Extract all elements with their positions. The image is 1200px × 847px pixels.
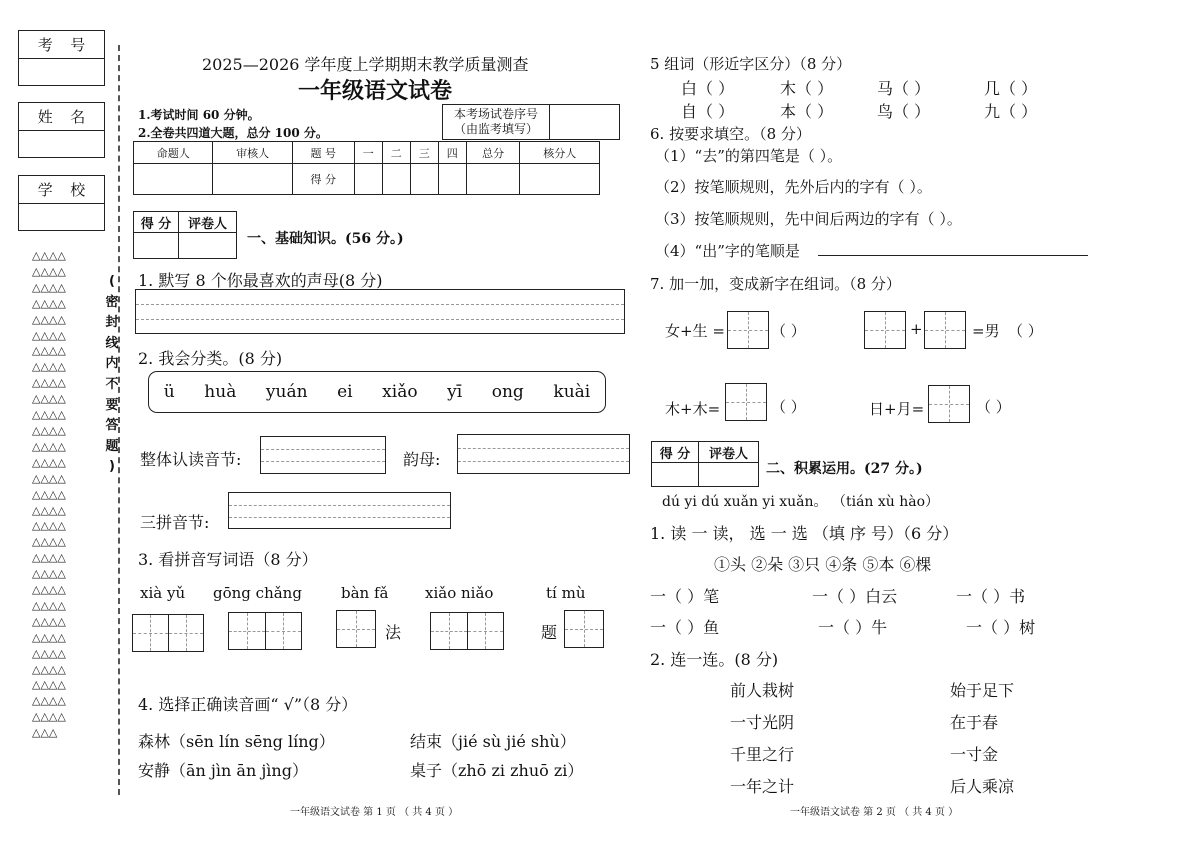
match-left-3[interactable]: 千里之行 — [730, 745, 795, 764]
q7-title: 7. 加一加，变成新字在组词。（8 分） — [650, 275, 901, 293]
q7-eq3-left: 木+木= — [665, 400, 721, 418]
s2-q1-r2-3[interactable]: 一（ ）树 — [966, 618, 1036, 637]
q6-stroke-order-blank[interactable] — [818, 255, 1088, 256]
q5-row1-2[interactable]: 木（ ） — [780, 79, 834, 98]
q7-eq1-left: 女+生 = — [665, 322, 725, 340]
q3-pinyin-3: bàn fǎ — [341, 584, 389, 602]
footer-page-2: 一年级语文试卷 第 2 页 （ 共 4 页 ） — [790, 807, 959, 818]
q2-final-input[interactable] — [457, 434, 630, 474]
q3-grid-4[interactable] — [430, 612, 504, 650]
s2-q1-pinyin: dú yi dú xuǎn yi xuǎn。 （tián xù hào） — [662, 494, 940, 510]
exam-number-field: 考 号 — [18, 30, 105, 86]
name-input[interactable] — [18, 130, 105, 158]
q5-row2-2[interactable]: 本（ ） — [780, 102, 834, 121]
q3-char-ti: 题 — [541, 623, 558, 642]
match-right-1[interactable]: 始于足下 — [950, 681, 1015, 700]
q6-line-1[interactable]: （1）“去”的第四笔是（ ）。 — [655, 147, 843, 165]
triangle-pattern: △△△△ △△△△ △△△△ △△△△ △△△△ △△△△ △△△△ △△△△ △△△△ △△△△ △△△△ △△△△ △△△△ △△△△ △△△△ △△△△ △△△△ △△△△ △△△△ △△△△ △△△△ △△△△ △△△△ △△△△ △△△△ △△△△ △△△△ △△△△ △△△△ △△△△ △△△ — [32, 249, 66, 740]
q6-line-3[interactable]: （3）按笔顺规则，先中间后两边的字有（ ）。 — [655, 210, 962, 228]
section2-score-box: 得 分 评卷人 — [651, 441, 759, 487]
q1-title: 1. 默写 8 个你最喜欢的声母(8 分) — [138, 271, 383, 290]
q7-grid-4[interactable] — [725, 383, 767, 421]
q2-pinyin-box: ü huà yuán ei xiǎo yī ong kuài — [148, 371, 606, 413]
q3-pinyin-5: tí mù — [546, 584, 586, 602]
s2-q1-options: ①头 ②朵 ③只 ④条 ⑤本 ⑥棵 — [714, 555, 932, 574]
q5-row1-1[interactable]: 白（ ） — [681, 79, 735, 98]
s2-q1-r2-1[interactable]: 一（ ）鱼 — [650, 618, 720, 637]
seal-dashed-line — [118, 45, 120, 795]
q4-title: 4. 选择正确读音画“ √”（8 分） — [138, 695, 358, 714]
rule-time: 1.考试时间 60 分钟。 — [138, 108, 260, 122]
q2-final-label: 韵母: — [403, 450, 441, 469]
q3-grid-5[interactable] — [564, 610, 604, 648]
match-left-2[interactable]: 一寸光阴 — [730, 713, 795, 732]
q4-row2-a[interactable]: 安静（ān jìn ān jìng） — [138, 761, 308, 780]
q3-pinyin-4: xiǎo niǎo — [425, 584, 494, 602]
q2-whole-input[interactable] — [260, 436, 386, 474]
q7-paren-2[interactable]: （ ） — [1008, 322, 1043, 340]
match-left-1[interactable]: 前人栽树 — [730, 681, 795, 700]
q3-grid-3[interactable] — [336, 610, 376, 648]
s2-q1-r1-3[interactable]: 一（ ）书 — [956, 587, 1026, 606]
q3-char-fa: 法 — [385, 623, 402, 642]
section2-title: 二、积累运用。(27 分。) — [766, 461, 923, 477]
q5-row2-1[interactable]: 自（ ） — [681, 102, 735, 121]
q7-paren-4[interactable]: （ ） — [976, 398, 1011, 416]
s2-q1-r2-2[interactable]: 一（ ）牛 — [818, 618, 888, 637]
q7-grid-3[interactable] — [924, 311, 966, 349]
q5-row2-3[interactable]: 鸟（ ） — [877, 102, 931, 121]
q3-pinyin-2: gōng chǎng — [213, 584, 302, 602]
q7-grid-5[interactable] — [928, 385, 970, 423]
rule-total: 2.全卷共四道大题，总分 100 分。 — [138, 126, 328, 140]
q5-row1-4[interactable]: 几（ ） — [984, 79, 1038, 98]
q3-grid-1[interactable] — [132, 614, 204, 652]
q7-grid-2[interactable] — [864, 311, 906, 349]
serial-number-box: 本考场试卷序号 （由监考填写） — [442, 104, 620, 140]
s2-q1-r1-2[interactable]: 一（ ）白云 — [812, 587, 898, 606]
section1-score-box: 得 分 评卷人 — [133, 211, 237, 259]
s2-q2-title: 2. 连一连。(8 分) — [650, 650, 779, 669]
q2-three-label: 三拼音节: — [140, 513, 210, 532]
school-field: 学 校 — [18, 175, 105, 231]
match-right-3[interactable]: 一寸金 — [950, 745, 999, 764]
q2-three-input[interactable] — [228, 492, 451, 529]
serial-number-input[interactable] — [550, 105, 619, 139]
s2-q1-r1-1[interactable]: 一（ ）笔 — [650, 587, 720, 606]
q7-paren-3[interactable]: （ ） — [771, 398, 806, 416]
q7-paren-1[interactable]: （ ） — [771, 322, 806, 340]
footer-page-1: 一年级语文试卷 第 1 页 （ 共 4 页 ） — [290, 807, 459, 818]
school-input[interactable] — [18, 203, 105, 231]
q6-line-4: （4）“出”字的笔顺是 — [655, 242, 800, 260]
exam-title: 一年级语文试卷 — [298, 78, 453, 104]
q3-pinyin-1: xià yǔ — [140, 584, 186, 602]
q5-row2-4[interactable]: 九（ ） — [984, 102, 1038, 121]
score-summary-table: 命题人 审核人 题 号 一 二 三 四 总分 核分人 得 分 — [133, 141, 600, 195]
q6-title: 6. 按要求填空。（8 分） — [650, 125, 811, 143]
section1-title: 一、基础知识。(56 分。) — [247, 231, 404, 247]
q2-whole-label: 整体认读音节: — [140, 450, 242, 469]
match-right-4[interactable]: 后人乘凉 — [950, 777, 1015, 796]
match-left-4[interactable]: 一年之计 — [730, 777, 795, 796]
q5-row1-3[interactable]: 马（ ） — [877, 79, 931, 98]
q3-title: 3. 看拼音写词语（8 分） — [138, 550, 318, 569]
q4-row1-a[interactable]: 森林（sēn lín sēng líng） — [138, 732, 335, 751]
q7-grid-1[interactable] — [727, 311, 769, 349]
s2-q1-title: 1. 读 一 读， 选 一 选 （填 序 号）（6 分） — [650, 524, 959, 543]
q4-row2-b[interactable]: 桌子（zhō zi zhuō zi） — [410, 761, 584, 780]
q7-plus: + — [910, 320, 923, 338]
q2-title: 2. 我会分类。(8 分) — [138, 349, 283, 368]
q4-row1-b[interactable]: 结束（jié sù jié shù） — [410, 732, 576, 751]
q7-eq4-left: 日+月= — [869, 400, 925, 418]
q5-title: 5 组词（形近字区分）（8 分） — [650, 55, 852, 73]
q3-grid-2[interactable] — [228, 612, 302, 650]
match-right-2[interactable]: 在于春 — [950, 713, 999, 732]
exam-number-input[interactable] — [18, 58, 105, 86]
q6-line-2[interactable]: （2）按笔顺规则，先外后内的字有（ ）。 — [655, 178, 932, 196]
q1-writing-area[interactable] — [135, 289, 625, 334]
q7-eq2-right: =男 — [972, 322, 1000, 340]
seal-line-notice: ( 密 封 线 内 不 要 答 题 ) — [105, 274, 119, 475]
name-field: 姓 名 — [18, 102, 105, 158]
exam-subtitle: 2025—2026 学年度上学期期末教学质量测查 — [202, 55, 529, 74]
